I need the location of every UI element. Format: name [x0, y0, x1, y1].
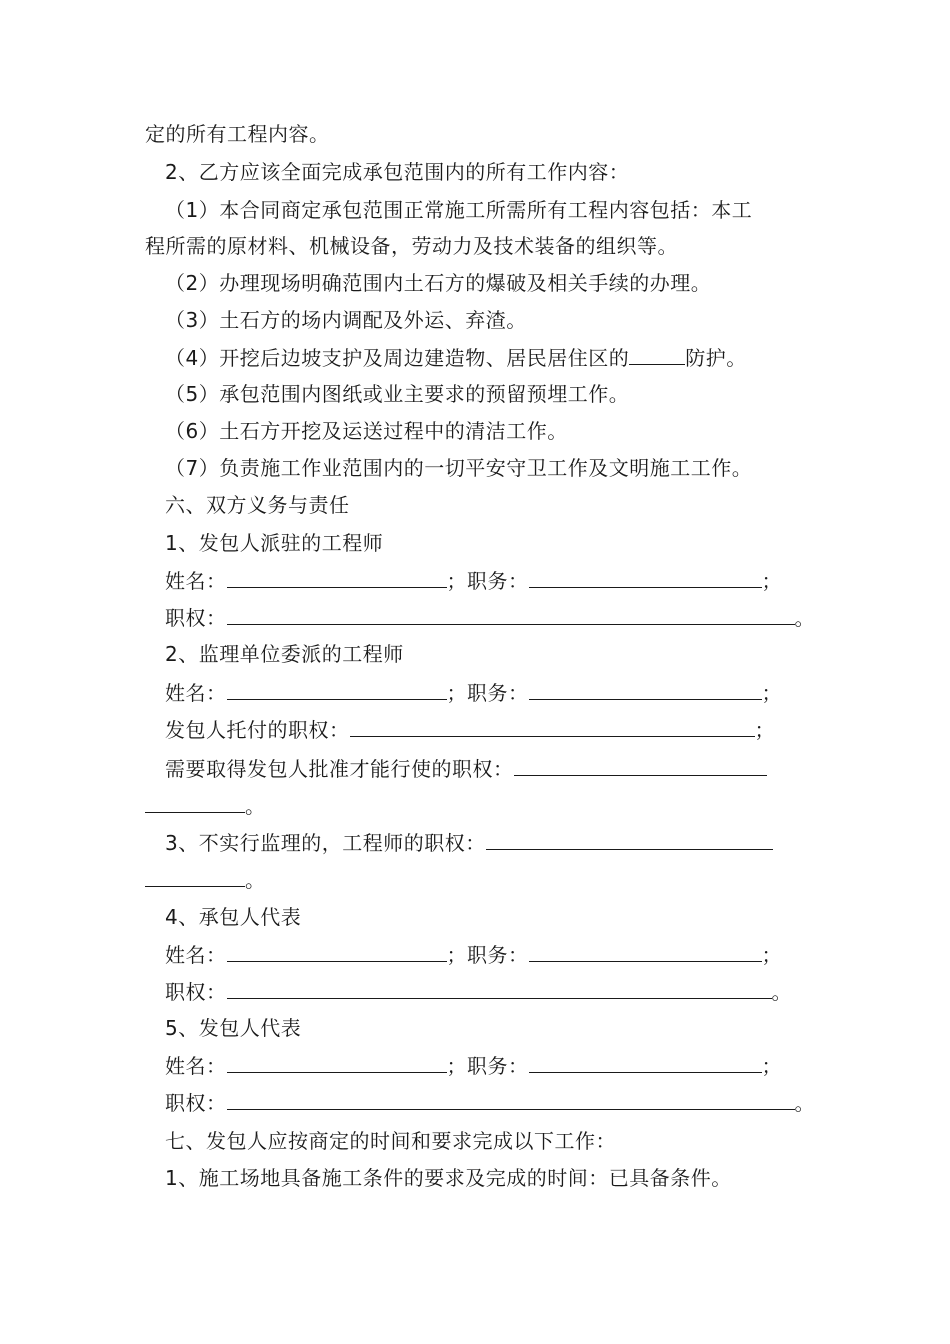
section-7-item-1: 1、施工场地具备施工条件的要求及完成的时间：已具备条件。 — [165, 1166, 732, 1190]
section-7-heading: 七、发包人应按商定的时间和要求完成以下工作： — [165, 1129, 616, 1153]
subsection-3-label: 3、不实行监理的，工程师的职权： — [165, 831, 486, 855]
name-blank[interactable] — [227, 941, 447, 962]
item-7: （7）负责施工作业范围内的一切平安守卫工作及文明施工工作。 — [165, 456, 753, 480]
engineer-power-blank-cont[interactable] — [145, 866, 245, 887]
item-2: （2）办理现场明确范围内土石方的爆破及相关手续的办理。 — [165, 271, 712, 295]
power-row — [165, 1089, 815, 1116]
name-blank[interactable] — [227, 1052, 447, 1073]
post-label: ；职务： — [446, 681, 529, 705]
power-label: 职权： — [165, 1091, 227, 1115]
name-label: 姓名： — [165, 681, 227, 705]
item-6: （6）土石方开挖及运送过程中的清洁工作。 — [165, 419, 568, 443]
subsection-3-row — [165, 829, 773, 856]
delegated-power-blank[interactable] — [350, 716, 755, 737]
item-1-line-2: 程所需的原材料、机械设备，劳动力及技术装备的组织等。 — [145, 234, 678, 258]
power-row — [165, 604, 815, 631]
post-blank[interactable] — [529, 679, 762, 700]
item-1-line-1: （1）本合同商定承包范围正常施工所需所有工程内容包括：本工 — [165, 198, 753, 222]
item-5: （5）承包范围内图纸或业主要求的预留预埋工作。 — [165, 382, 630, 406]
approval-power-row-cont — [145, 792, 266, 819]
delegated-power-row — [165, 716, 775, 743]
name-post-row — [165, 1052, 782, 1079]
name-label: 姓名： — [165, 1054, 227, 1078]
item-4 — [165, 344, 747, 371]
power-label: 职权： — [165, 980, 227, 1004]
delegated-power-label: 发包人托付的职权： — [165, 718, 350, 742]
power-row — [165, 978, 792, 1005]
subsection-4-heading: 4、承包人代表 — [165, 905, 302, 929]
row-end-mark: ； — [754, 718, 775, 742]
subsection-1-heading: 1、发包人派驻的工程师 — [165, 531, 384, 555]
row-end-mark: 。 — [771, 980, 792, 1004]
row-end-mark: 。 — [245, 868, 266, 892]
row-end-mark: ； — [761, 943, 782, 967]
post-blank[interactable] — [529, 1052, 762, 1073]
name-label: 姓名： — [165, 943, 227, 967]
subsection-2-heading: 2、监理单位委派的工程师 — [165, 642, 404, 666]
name-post-row — [165, 679, 782, 706]
approval-power-blank[interactable] — [514, 755, 767, 776]
row-end-mark: 。 — [794, 606, 815, 630]
row-end-mark: 。 — [245, 794, 266, 818]
row-end-mark: 。 — [794, 1091, 815, 1115]
engineer-power-blank[interactable] — [486, 829, 773, 850]
row-end-mark: ； — [761, 1054, 782, 1078]
power-blank[interactable] — [227, 604, 795, 625]
fill-blank[interactable] — [629, 344, 685, 365]
power-blank[interactable] — [227, 978, 772, 999]
item-4-text: （4）开挖后边坡支护及周边建造物、居民居住区的 — [165, 346, 630, 370]
post-label: ；职务： — [446, 569, 529, 593]
approval-power-blank-cont[interactable] — [145, 792, 245, 813]
paragraph-line: 定的所有工程内容。 — [145, 122, 330, 146]
item-3: （3）土石方的场内调配及外运、弃渣。 — [165, 308, 527, 332]
power-blank[interactable] — [227, 1089, 795, 1110]
name-blank[interactable] — [227, 567, 447, 588]
item-4-suffix: 防护。 — [685, 346, 747, 370]
name-label: 姓名： — [165, 569, 227, 593]
post-label: ；职务： — [446, 943, 529, 967]
name-post-row — [165, 567, 782, 594]
post-label: ；职务： — [446, 1054, 529, 1078]
approval-power-label: 需要取得发包人批准才能行使的职权： — [165, 757, 514, 781]
post-blank[interactable] — [529, 941, 762, 962]
name-blank[interactable] — [227, 679, 447, 700]
clause-2-heading: 2、乙方应该全面完成承包范围内的所有工作内容： — [165, 160, 630, 184]
section-6-heading: 六、双方义务与责任 — [165, 493, 350, 517]
post-blank[interactable] — [529, 567, 762, 588]
approval-power-row — [165, 755, 767, 782]
power-label: 职权： — [165, 606, 227, 630]
row-end-mark: ； — [761, 681, 782, 705]
row-end-mark: ； — [761, 569, 782, 593]
subsection-5-heading: 5、发包人代表 — [165, 1016, 302, 1040]
name-post-row — [165, 941, 782, 968]
subsection-3-row-cont — [145, 866, 266, 893]
